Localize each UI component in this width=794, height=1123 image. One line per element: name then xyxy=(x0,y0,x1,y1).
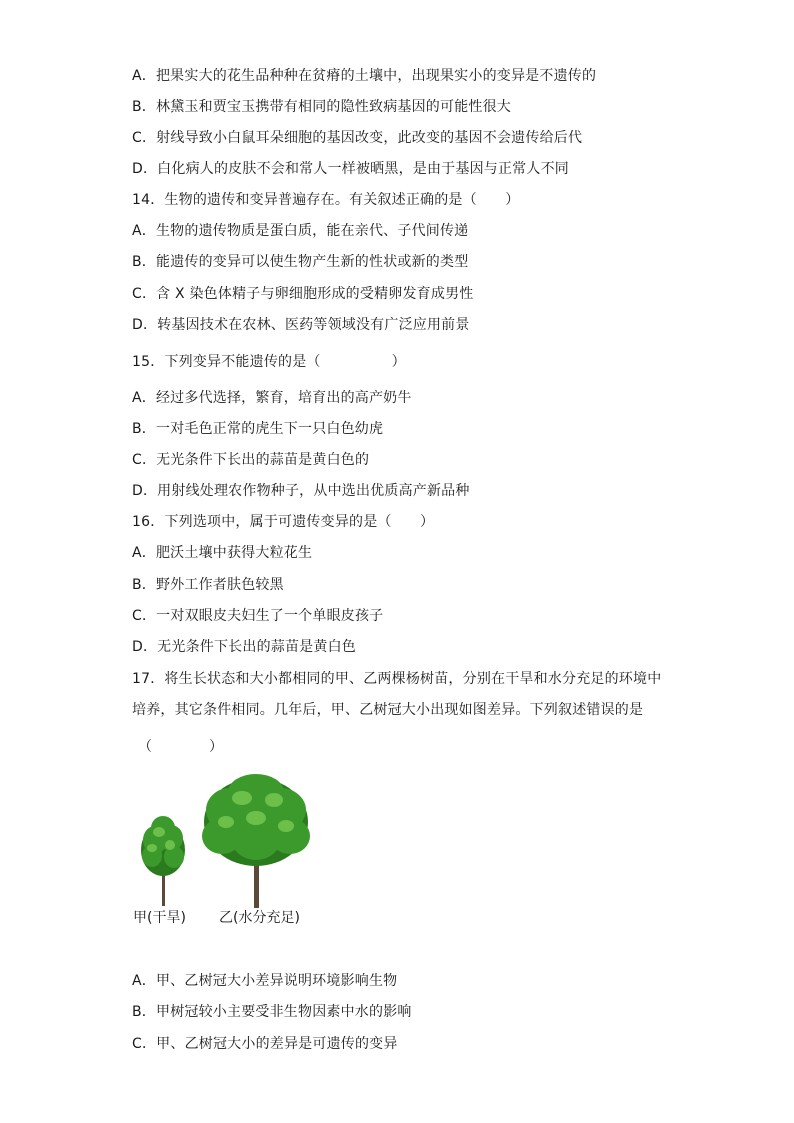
q14-option-a: A．生物的遗传物质是蛋白质，能在亲代、子代间传递 xyxy=(132,223,469,239)
q13-option-d: D．白化病人的皮肤不会和常人一样被晒黑，是由于基因与正常人不同 xyxy=(132,161,569,177)
q13-option-c: C．射线导致小白鼠耳朵细胞的基因改变，此改变的基因不会遗传给后代 xyxy=(132,130,583,146)
small-tree-icon xyxy=(141,816,185,906)
q15-option-b: B．一对毛色正常的虎生下一只白色幼虎 xyxy=(132,421,384,437)
q15-option-a: A．经过多代选择，繁育，培育出的高产奶牛 xyxy=(132,390,412,406)
q15-option-d: D．用射线处理农作物种子，从中选出优质高产新品种 xyxy=(132,483,470,499)
q14-stem: 14．生物的遗传和变异普遍存在。有关叙述正确的是（ ） xyxy=(132,192,520,208)
caption-tree-jia: 甲(干旱) xyxy=(133,910,186,926)
q16-option-c: C．一对双眼皮夫妇生了一个单眼皮孩子 xyxy=(132,608,384,624)
large-tree-icon xyxy=(202,774,310,908)
q17-stem-line1: 17．将生长状态和大小都相同的甲、乙两棵杨树苗，分别在干旱和水分充足的环境中 xyxy=(132,671,662,687)
q17-answer-blank: （ ） xyxy=(138,739,224,755)
q16-option-b: B．野外工作者肤色较黑 xyxy=(132,577,284,593)
q16-option-d: D．无光条件下长出的蒜苗是黄白色 xyxy=(132,639,356,655)
trees-illustration xyxy=(130,770,330,910)
q14-option-b: B．能遗传的变异可以使生物产生新的性状或新的类型 xyxy=(132,254,469,270)
q14-option-c: C．含 X 染色体精子与卵细胞形成的受精卵发育成男性 xyxy=(132,286,474,302)
caption-tree-yi: 乙(水分充足) xyxy=(219,910,300,926)
q16-stem: 16．下列选项中，属于可遗传变异的是（ ） xyxy=(132,514,435,530)
q15-option-c: C．无光条件下长出的蒜苗是黄白色的 xyxy=(132,452,370,468)
q17-stem-line2: 培养，其它条件相同。几年后，甲、乙树冠大小出现如图差异。下列叙述错误的是 xyxy=(132,702,644,718)
q14-option-d: D．转基因技术在农林、医药等领域没有广泛应用前景 xyxy=(132,317,470,333)
q17-option-a: A．甲、乙树冠大小差异说明环境影响生物 xyxy=(132,973,398,989)
q16-option-a: A．肥沃土壤中获得大粒花生 xyxy=(132,545,313,561)
q13-option-a: A．把果实大的花生品种种在贫瘠的土壤中，出现果实小的变异是不遗传的 xyxy=(132,68,597,84)
q17-option-b: B．甲树冠较小主要受非生物因素中水的影响 xyxy=(132,1004,412,1020)
q17-option-c: C．甲、乙树冠大小的差异是可遗传的变异 xyxy=(132,1036,398,1052)
q13-option-b: B．林黛玉和贾宝玉携带有相同的隐性致病基因的可能性很大 xyxy=(132,99,512,115)
q15-stem: 15．下列变异不能遗传的是（ ） xyxy=(132,354,406,370)
